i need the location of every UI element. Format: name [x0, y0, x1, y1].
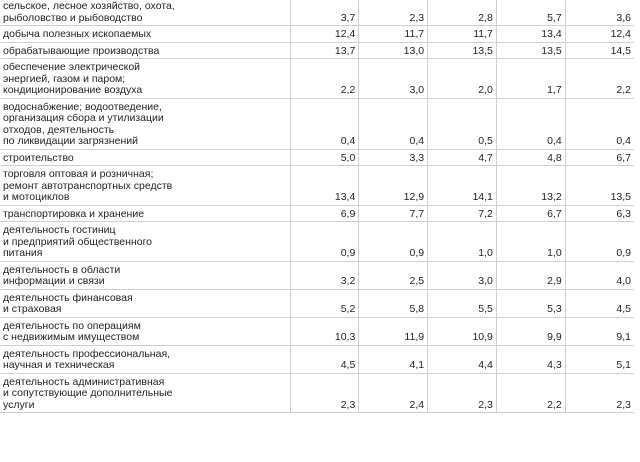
table-row: [0, 289, 634, 317]
value-cell: 0,9: [359, 222, 428, 262]
table-row: [0, 166, 634, 206]
row-label: деятельность в области информации и связи: [0, 261, 290, 289]
value-cell: 2,9: [496, 261, 565, 289]
value-cell: 4,0: [565, 261, 634, 289]
value-cell: 0,9: [290, 222, 359, 262]
value-cell: 13,0: [359, 42, 428, 59]
value-cell: 0,4: [565, 98, 634, 149]
value-cell: 3,7: [290, 0, 359, 26]
value-cell: 2,3: [428, 373, 497, 413]
table-row: [0, 261, 634, 289]
value-cell: 2,0: [428, 59, 497, 99]
table-row: [0, 0, 634, 26]
value-cell: 6,3: [565, 205, 634, 222]
value-cell: 4,5: [290, 345, 359, 373]
value-cell: 4,7: [428, 149, 497, 166]
value-cell: 6,7: [565, 149, 634, 166]
value-cell: 13,4: [290, 166, 359, 206]
value-cell: 6,9: [290, 205, 359, 222]
value-cell: 11,7: [428, 26, 497, 43]
table-row: [0, 373, 634, 413]
value-cell: 13,5: [428, 42, 497, 59]
value-cell: 6,7: [496, 205, 565, 222]
value-cell: 2,2: [290, 59, 359, 99]
row-label: обеспечение электрической энергией, газом и паром; кондиционирование воздуха: [0, 59, 290, 99]
value-cell: 14,1: [428, 166, 497, 206]
value-cell: 13,2: [496, 166, 565, 206]
value-cell: 2,2: [565, 59, 634, 99]
value-cell: 2,8: [428, 0, 497, 26]
value-cell: 4,1: [359, 345, 428, 373]
value-cell: 11,9: [359, 317, 428, 345]
value-cell: 12,4: [290, 26, 359, 43]
value-cell: 9,1: [565, 317, 634, 345]
value-cell: 12,4: [565, 26, 634, 43]
value-cell: 5,8: [359, 289, 428, 317]
row-label: строительство: [0, 149, 290, 166]
value-cell: 7,7: [359, 205, 428, 222]
value-cell: 3,0: [359, 59, 428, 99]
row-label: деятельность гостиниц и предприятий общественного питания: [0, 222, 290, 262]
value-cell: 2,3: [290, 373, 359, 413]
value-cell: 13,7: [290, 42, 359, 59]
value-cell: 2,5: [359, 261, 428, 289]
value-cell: 13,4: [496, 26, 565, 43]
value-cell: 3,6: [565, 0, 634, 26]
value-cell: 3,2: [290, 261, 359, 289]
value-cell: 0,4: [359, 98, 428, 149]
value-cell: 2,3: [565, 373, 634, 413]
value-cell: 11,7: [359, 26, 428, 43]
row-label: деятельность административная и сопутствующие дополнительные услуги: [0, 373, 290, 413]
row-label: торговля оптовая и розничная; ремонт автотранспортных средств и мотоциклов: [0, 166, 290, 206]
row-label: транспортировка и хранение: [0, 205, 290, 222]
value-cell: 14,5: [565, 42, 634, 59]
table-row: [0, 98, 634, 149]
value-cell: 0,4: [290, 98, 359, 149]
value-cell: 5,1: [565, 345, 634, 373]
value-cell: 4,3: [496, 345, 565, 373]
table-row: [0, 149, 634, 166]
table-row: [0, 222, 634, 262]
table-row: [0, 59, 634, 99]
value-cell: 4,5: [565, 289, 634, 317]
value-cell: 7,2: [428, 205, 497, 222]
value-cell: 1,0: [496, 222, 565, 262]
value-cell: 1,0: [428, 222, 497, 262]
value-cell: 5,7: [496, 0, 565, 26]
value-cell: 13,5: [565, 166, 634, 206]
value-cell: 1,7: [496, 59, 565, 99]
row-label: деятельность по операциям с недвижимым имуществом: [0, 317, 290, 345]
value-cell: 10,3: [290, 317, 359, 345]
table-row: [0, 26, 634, 43]
value-cell: 5,2: [290, 289, 359, 317]
value-cell: 0,5: [428, 98, 497, 149]
value-cell: 2,3: [359, 0, 428, 26]
value-cell: 0,4: [496, 98, 565, 149]
table-row: [0, 317, 634, 345]
table-row: [0, 345, 634, 373]
value-cell: 12,9: [359, 166, 428, 206]
value-cell: 3,3: [359, 149, 428, 166]
value-cell: 10,9: [428, 317, 497, 345]
value-cell: 2,2: [496, 373, 565, 413]
value-cell: 2,4: [359, 373, 428, 413]
table-row: [0, 205, 634, 222]
value-cell: 5,3: [496, 289, 565, 317]
value-cell: 13,5: [496, 42, 565, 59]
table-row: [0, 42, 634, 59]
row-label: добыча полезных ископаемых: [0, 26, 290, 43]
value-cell: 5,0: [290, 149, 359, 166]
row-label: сельское, лесное хозяйство, охота, рыболовство и рыбоводство: [0, 0, 290, 26]
value-cell: 4,4: [428, 345, 497, 373]
value-cell: 9,9: [496, 317, 565, 345]
value-cell: 4,8: [496, 149, 565, 166]
row-label: обрабатывающие производства: [0, 42, 290, 59]
row-label: водоснабжение; водоотведение, организация сбора и утилизации отходов, деятельность по ликвидации загрязнений: [0, 98, 290, 149]
row-label: деятельность финансовая и страховая: [0, 289, 290, 317]
value-cell: 5,5: [428, 289, 497, 317]
value-cell: 3,0: [428, 261, 497, 289]
value-cell: 0,9: [565, 222, 634, 262]
row-label: деятельность профессиональная, научная и техническая: [0, 345, 290, 373]
